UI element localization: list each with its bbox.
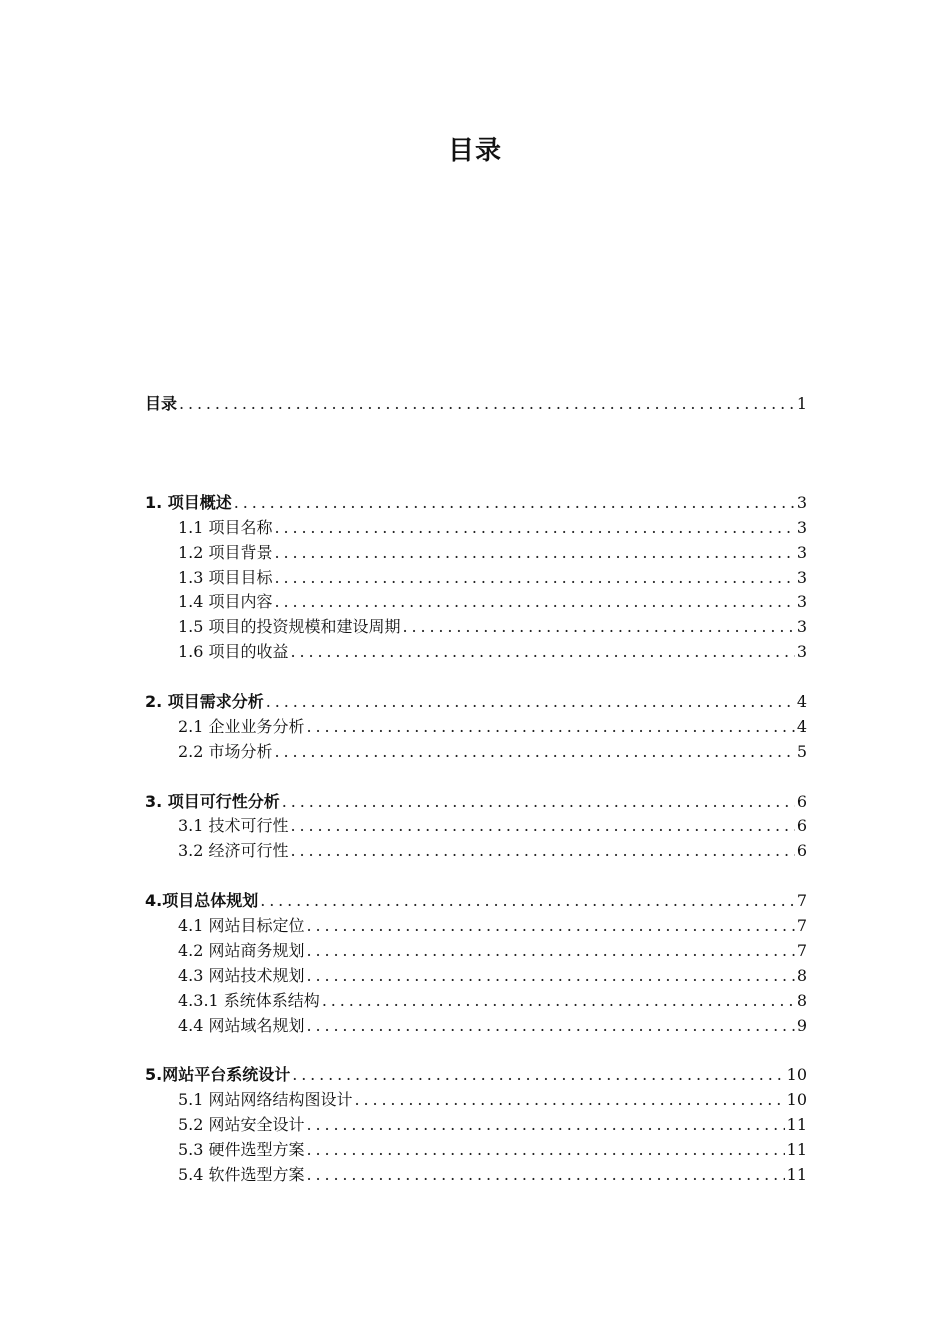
toc-subsection[interactable] bbox=[145, 615, 807, 640]
toc-entry-label: 1.2 项目背景 bbox=[178, 542, 273, 562]
dot-leader bbox=[291, 839, 795, 864]
toc-entry-label: 2.2 市场分析 bbox=[178, 741, 273, 761]
toc-subsection[interactable] bbox=[145, 1014, 807, 1039]
toc-page-number: 6 bbox=[796, 816, 807, 836]
spacer bbox=[145, 1038, 807, 1063]
toc-entry-label: 1.5 项目的投资规模和建设周期 bbox=[178, 617, 401, 637]
dot-leader bbox=[292, 1063, 784, 1088]
toc-sections bbox=[145, 491, 807, 1188]
toc-subsection[interactable] bbox=[145, 516, 807, 541]
toc-subsection[interactable] bbox=[145, 640, 807, 665]
toc-page-number: 4 bbox=[796, 716, 807, 736]
toc-section-5[interactable] bbox=[145, 1063, 807, 1088]
toc-entry-label: 目录 bbox=[145, 394, 178, 413]
toc-subsection[interactable] bbox=[145, 989, 807, 1014]
dot-leader bbox=[275, 740, 795, 765]
toc-subsection[interactable] bbox=[145, 814, 807, 839]
spacer bbox=[145, 765, 807, 790]
toc-entry-label: 4.项目总体规划 bbox=[145, 891, 259, 911]
toc-subsection[interactable] bbox=[145, 541, 807, 566]
dot-leader bbox=[179, 392, 795, 417]
toc-entry-label: 5.2 网站安全设计 bbox=[178, 1115, 305, 1135]
dot-leader bbox=[322, 989, 795, 1014]
toc-page-number: 6 bbox=[796, 841, 807, 861]
toc-entry-label: 5.网站平台系统设计 bbox=[145, 1065, 291, 1085]
page-title: 目录 bbox=[447, 136, 502, 166]
toc-subsection[interactable] bbox=[145, 1163, 807, 1188]
toc-page-number: 11 bbox=[786, 1115, 807, 1135]
toc-section-4[interactable] bbox=[145, 889, 807, 914]
dot-leader bbox=[234, 491, 795, 516]
toc-subsection[interactable] bbox=[145, 839, 807, 864]
toc-entry-label: 3.2 经济可行性 bbox=[178, 841, 289, 861]
toc-page-number: 10 bbox=[786, 1065, 807, 1085]
toc-entry-label: 3.1 技术可行性 bbox=[178, 816, 289, 836]
toc-section-3[interactable] bbox=[145, 790, 807, 815]
dot-leader bbox=[403, 615, 795, 640]
toc-section-1[interactable] bbox=[145, 491, 807, 516]
toc-subsection[interactable] bbox=[145, 566, 807, 591]
dot-leader bbox=[307, 914, 795, 939]
toc-entry-label: 1. 项目概述 bbox=[145, 492, 232, 512]
toc-page-number: 11 bbox=[786, 1140, 807, 1160]
toc-page-number: 7 bbox=[796, 916, 807, 936]
dot-leader bbox=[355, 1088, 785, 1113]
toc-entry-label: 4.3.1 系统体系结构 bbox=[178, 990, 320, 1010]
dot-leader bbox=[307, 964, 795, 989]
toc-page-number: 3 bbox=[796, 542, 807, 562]
toc-subsection[interactable] bbox=[145, 1088, 807, 1113]
toc-page-number: 6 bbox=[796, 791, 807, 811]
toc-subsection[interactable] bbox=[145, 964, 807, 989]
toc-subsection[interactable] bbox=[145, 914, 807, 939]
toc-page-number: 10 bbox=[786, 1090, 807, 1110]
toc-entry-label: 5.3 硬件选型方案 bbox=[178, 1140, 305, 1160]
dot-leader bbox=[260, 889, 795, 914]
toc-subsection[interactable] bbox=[145, 740, 807, 765]
dot-leader bbox=[307, 1138, 785, 1163]
toc-entry-label: 4.3 网站技术规划 bbox=[178, 965, 305, 985]
toc-page-number: 9 bbox=[796, 1015, 807, 1035]
toc-entry-label: 2. 项目需求分析 bbox=[145, 692, 264, 712]
toc-entry-label: 3. 项目可行性分析 bbox=[145, 791, 280, 811]
toc-entry-label: 5.4 软件选型方案 bbox=[178, 1164, 305, 1184]
toc-page-number: 8 bbox=[796, 990, 807, 1010]
dot-leader bbox=[291, 814, 795, 839]
dot-leader bbox=[291, 640, 795, 665]
toc-page-number: 11 bbox=[786, 1164, 807, 1184]
dot-leader bbox=[282, 790, 795, 815]
toc-entry-label: 2.1 企业业务分析 bbox=[178, 716, 305, 736]
spacer bbox=[145, 417, 807, 491]
dot-leader bbox=[307, 1163, 785, 1188]
toc-entry-label: 1.1 项目名称 bbox=[178, 517, 273, 537]
dot-leader bbox=[307, 939, 795, 964]
dot-leader bbox=[307, 1014, 795, 1039]
dot-leader bbox=[275, 566, 795, 591]
toc-page-number: 5 bbox=[796, 741, 807, 761]
spacer bbox=[145, 665, 807, 690]
table-of-contents bbox=[145, 392, 807, 1188]
toc-subsection[interactable] bbox=[145, 1138, 807, 1163]
toc-entry-label: 1.4 项目内容 bbox=[178, 592, 273, 612]
toc-subsection[interactable] bbox=[145, 939, 807, 964]
spacer bbox=[145, 864, 807, 889]
toc-section-2[interactable] bbox=[145, 690, 807, 715]
toc-entry-label: 1.6 项目的收益 bbox=[178, 642, 289, 662]
toc-entry-label: 4.2 网站商务规划 bbox=[178, 940, 305, 960]
toc-subsection[interactable] bbox=[145, 715, 807, 740]
dot-leader bbox=[275, 541, 795, 566]
toc-entry-label: 4.1 网站目标定位 bbox=[178, 916, 305, 936]
toc-page-number: 3 bbox=[796, 617, 807, 637]
toc-page-number: 3 bbox=[796, 492, 807, 512]
toc-entry-label: 5.1 网站网络结构图设计 bbox=[178, 1090, 353, 1110]
toc-entry-label: 4.4 网站域名规划 bbox=[178, 1015, 305, 1035]
toc-entry-label: 1.3 项目目标 bbox=[178, 567, 273, 587]
dot-leader bbox=[307, 1113, 785, 1138]
dot-leader bbox=[275, 516, 795, 541]
toc-page-number: 8 bbox=[796, 965, 807, 985]
toc-page-number: 3 bbox=[796, 642, 807, 662]
toc-subsection[interactable] bbox=[145, 590, 807, 615]
dot-leader bbox=[266, 690, 795, 715]
toc-entry-contents[interactable] bbox=[145, 392, 807, 417]
toc-page-number: 1 bbox=[796, 394, 807, 413]
toc-page-number: 7 bbox=[796, 940, 807, 960]
toc-page-number: 4 bbox=[796, 692, 807, 712]
dot-leader bbox=[275, 590, 795, 615]
dot-leader bbox=[307, 715, 795, 740]
toc-page-number: 3 bbox=[796, 567, 807, 587]
toc-page-number: 3 bbox=[796, 517, 807, 537]
toc-page-number: 3 bbox=[796, 592, 807, 612]
toc-page-number: 7 bbox=[796, 891, 807, 911]
toc-subsection[interactable] bbox=[145, 1113, 807, 1138]
